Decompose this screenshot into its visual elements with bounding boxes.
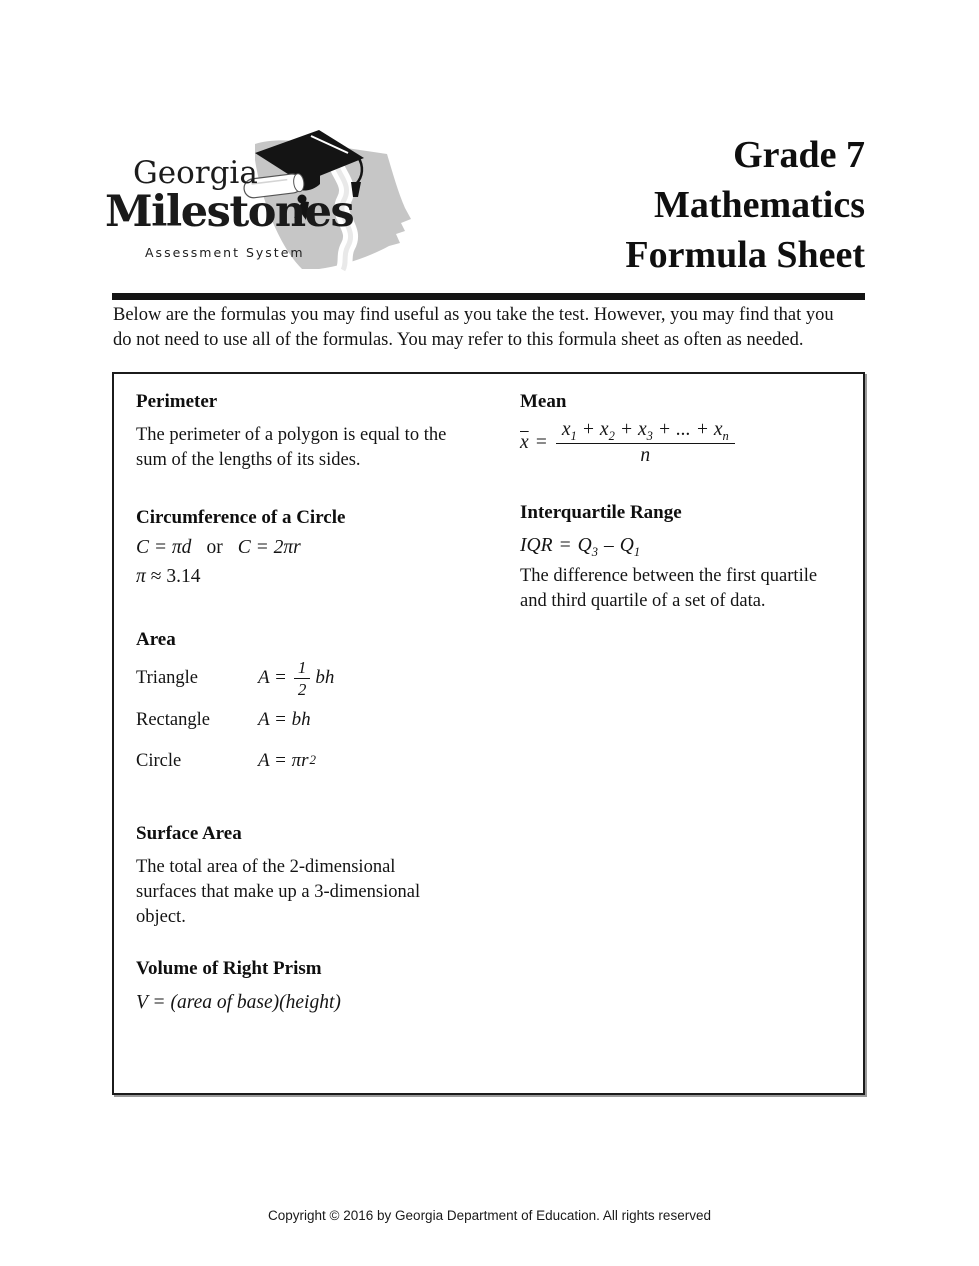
mean-equals: = [534,432,548,453]
circumference-or: or [206,537,223,558]
intro-paragraph [113,303,873,352]
triangle-denominator: 2 [297,679,307,699]
circle-label: Circle [136,750,182,771]
title-subject: Mathematics [653,184,865,226]
left-column [136,390,498,1017]
mean-denominator: n [640,445,651,466]
pi-value: ≈ 3.14 [150,566,201,587]
triangle-rhs: bh [315,667,335,688]
logo-text-georgia: Georgia [133,155,258,191]
triangle-numerator: 1 [294,658,311,679]
formula-box [112,372,865,1095]
triangle-label: Triangle [136,667,199,688]
perimeter-description [136,423,498,473]
iqr-formula: IQR = $Q_3 - Q_1$ [520,535,641,559]
circle-formula: A = πr $^2$ [258,750,316,771]
surface-area-heading: Surface Area [136,823,242,844]
intro-line-1: Below are the formulas you may find useful as you take the test. However, you may find that you [113,305,834,325]
circumference-formula-diameter: C = πd [136,537,192,558]
area-row-triangle [136,654,498,702]
header-divider [112,293,865,300]
volume-heading: Volume of Right Prism [136,958,322,979]
logo-text-milestones: Milestones [105,187,354,237]
pi-symbol: π [136,566,146,587]
mean-fraction [556,419,735,467]
triangle-fraction [294,658,311,699]
iqr-line-2: and third quartile of a set of data. [520,591,766,611]
georgia-milestones-logo [105,122,417,274]
title-sheet: Formula Sheet [625,234,865,276]
iqr-line-1: The difference between the first quartile [520,566,818,586]
perimeter-line-2: sum of the lengths of its sides. [136,450,361,470]
area-row-circle [136,746,498,776]
rectangle-formula: A = bh [258,709,311,730]
mean-formula [520,419,856,467]
area-row-rectangle [136,706,498,734]
pi-approximation [136,563,498,591]
triangle-formula [258,658,334,699]
logo-text-assessment-system: Assessment System [145,245,305,260]
title-grade: Grade 7 [733,134,865,176]
intro-line-2: do not need to use all of the formulas. You may refer to this formula sheet as often as needed. [113,329,804,350]
surface-area-description [136,855,498,930]
footer-copyright: Copyright © 2016 by Georgia Department of Education. All rights reserved [268,1208,711,1223]
right-column [520,390,856,614]
page-title [625,130,865,280]
volume-formula: V = (area of base)(height) [136,992,341,1013]
perimeter-heading: Perimeter [136,391,218,412]
surface-line-2: surfaces that make up a 3-dimensional [136,882,421,902]
circumference-formula-radius: C = 2πr [237,537,301,558]
mean-numerator: $x_1 + x_2 + x_3$ + ... + $x_n$ [556,419,735,444]
rectangle-label: Rectangle [136,709,210,730]
mean-heading: Mean [520,391,567,412]
circumference-formulas [136,534,498,562]
circumference-heading: Circumference of a Circle [136,507,346,528]
surface-line-3: object. [136,907,186,927]
triangle-lhs: A = [258,667,287,688]
iqr-description [520,564,856,614]
surface-line-1: The total area of the 2-dimensional [136,857,396,877]
iqr-lhs: IQR [520,535,553,556]
mean-xbar: $\overline{x}$ [520,432,529,453]
iqr-heading: Interquartile Range [520,502,682,523]
area-heading: Area [136,629,176,650]
perimeter-line-1: The perimeter of a polygon is equal to the [136,425,447,445]
